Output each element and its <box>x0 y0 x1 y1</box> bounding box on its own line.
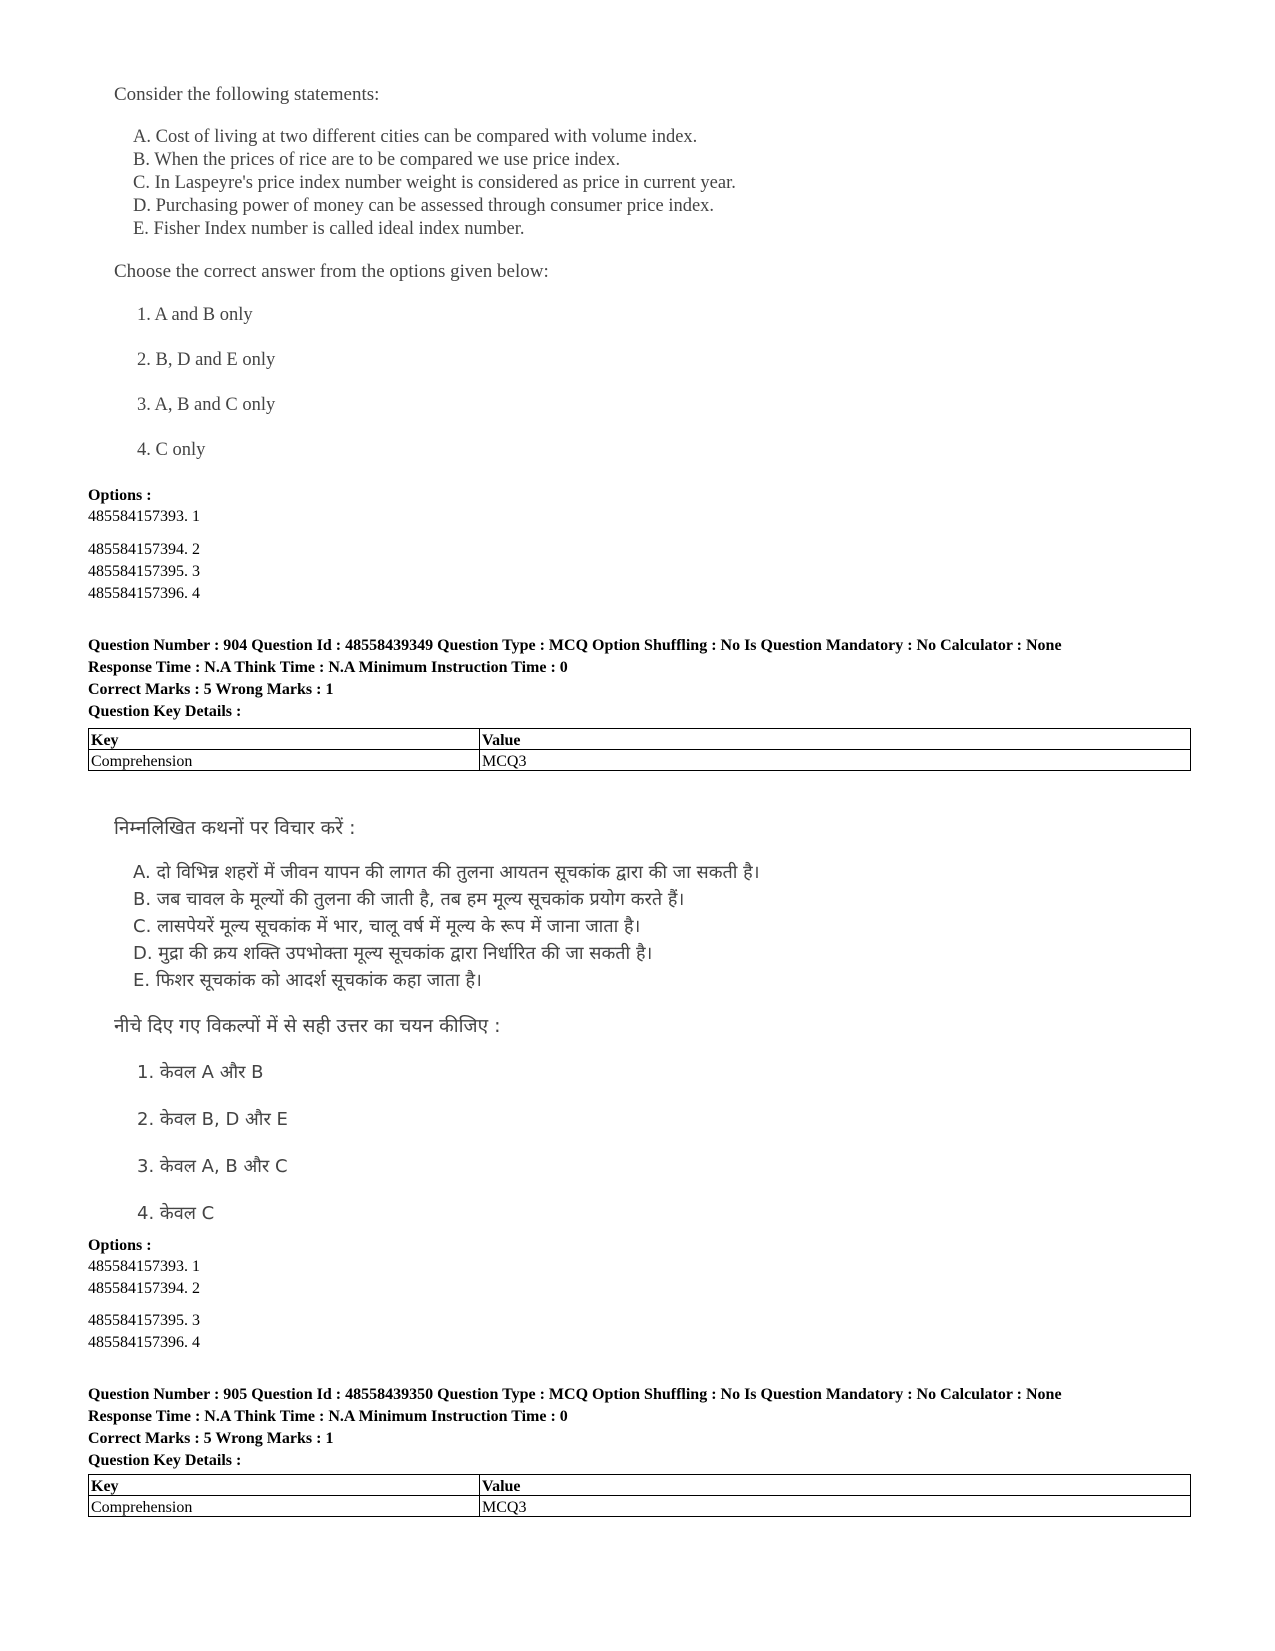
question-timing-line: Response Time : N.A Think Time : N.A Minimum Instruction Time : 0 <box>88 1408 568 1425</box>
question-key-details-label: Question Key Details : <box>88 1452 242 1469</box>
question-timing-line: Response Time : N.A Think Time : N.A Minimum Instruction Time : 0 <box>88 659 568 676</box>
table-row <box>89 750 1191 771</box>
table-row <box>89 1496 1191 1517</box>
statement-b: B. जब चावल के मूल्यों की तुलना की जाती है, तब हम मूल्य सूचकांक प्रयोग करते हैं। <box>133 889 685 910</box>
question-marks-line: Correct Marks : 5 Wrong Marks : 1 <box>88 681 334 698</box>
table-cell-value: MCQ3 <box>480 750 1191 771</box>
options-label: Options : <box>88 1237 152 1254</box>
question-image-hindi <box>0 800 1275 1224</box>
question-meta-line: Question Number : 905 Question Id : 48558439350 Question Type : MCQ Option Shuffling : No Is Question Mandatory : No Calculator : None <box>88 1386 1062 1403</box>
option-id-4: 485584157396. 4 <box>88 1334 200 1351</box>
question-key-details-label: Question Key Details : <box>88 703 242 720</box>
option-1: 1. A and B only <box>137 305 253 325</box>
table-header-value: Value <box>480 1475 1191 1496</box>
question-intro: Consider the following statements: <box>114 84 380 105</box>
question-image-english <box>0 0 1275 470</box>
choose-instruction: नीचे दिए गए विकल्पों में से सही उत्तर का चयन कीजिए : <box>114 1015 501 1037</box>
statement-a: A. दो विभिन्न शहरों में जीवन यापन की लागत की तुलना आयतन सूचकांक द्वारा की जा सकती है। <box>133 862 760 883</box>
option-id-1: 485584157393. 1 <box>88 508 200 525</box>
statement-b: B. When the prices of rice are to be compared we use price index. <box>133 150 621 170</box>
table-cell-value: MCQ3 <box>480 1496 1191 1517</box>
question-meta-line: Question Number : 904 Question Id : 48558439349 Question Type : MCQ Option Shuffling : No Is Question Mandatory : No Calculator : None <box>88 637 1062 654</box>
statement-e: E. फिशर सूचकांक को आदर्श सूचकांक कहा जाता है। <box>133 970 482 991</box>
table-cell-key: Comprehension <box>89 1496 480 1517</box>
question-intro: निम्नलिखित कथनों पर विचार करें : <box>114 817 356 839</box>
table-cell-key: Comprehension <box>89 750 480 771</box>
options-label: Options : <box>88 487 152 504</box>
statement-d: D. मुद्रा की क्रय शक्ति उपभोक्ता मूल्य सूचकांक द्वारा निर्धारित की जा सकती है। <box>133 943 653 964</box>
option-3: 3. A, B and C only <box>137 395 276 415</box>
table-row <box>89 1475 1191 1496</box>
option-4: 4. C only <box>137 440 206 460</box>
option-id-4: 485584157396. 4 <box>88 585 200 602</box>
statement-c: C. In Laspeyre's price index number weight is considered as price in current year. <box>133 173 736 193</box>
option-id-2: 485584157394. 2 <box>88 1280 200 1297</box>
option-id-3: 485584157395. 3 <box>88 1312 200 1329</box>
table-row <box>89 729 1191 750</box>
option-2: 2. केवल B, D और E <box>137 1109 288 1130</box>
choose-instruction: Choose the correct answer from the options given below: <box>114 261 549 282</box>
statement-d: D. Purchasing power of money can be assessed through consumer price index. <box>133 196 715 216</box>
option-id-2: 485584157394. 2 <box>88 541 200 558</box>
table-header-key: Key <box>89 1475 480 1496</box>
question-key-table <box>88 1474 1191 1517</box>
option-id-1: 485584157393. 1 <box>88 1258 200 1275</box>
table-header-value: Value <box>480 729 1191 750</box>
statement-a: A. Cost of living at two different cities can be compared with volume index. <box>133 127 698 147</box>
table-header-key: Key <box>89 729 480 750</box>
option-id-3: 485584157395. 3 <box>88 563 200 580</box>
option-4: 4. केवल C <box>137 1203 215 1224</box>
option-2: 2. B, D and E only <box>137 350 276 370</box>
option-1: 1. केवल A और B <box>137 1062 264 1083</box>
question-key-table <box>88 728 1191 771</box>
question-marks-line: Correct Marks : 5 Wrong Marks : 1 <box>88 1430 334 1447</box>
option-3: 3. केवल A, B और C <box>137 1156 288 1177</box>
statement-c: C. लासपेयरें मूल्य सूचकांक में भार, चालू वर्ष में मूल्य के रूप में जाना जाता है। <box>133 916 641 937</box>
statement-e: E. Fisher Index number is called ideal index number. <box>133 219 525 239</box>
